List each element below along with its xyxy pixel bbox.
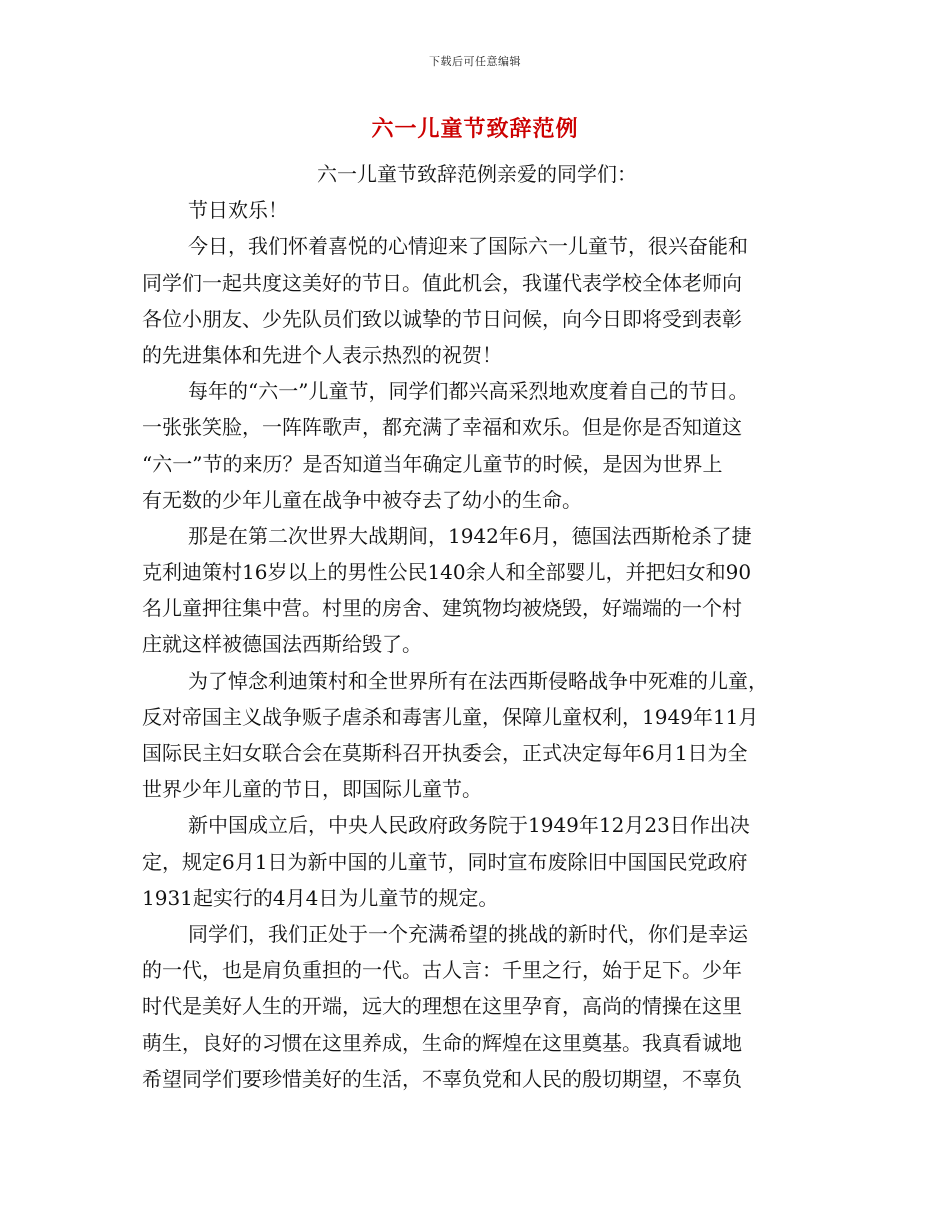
- paragraph-line: 那是在第二次世界大战期间，1942年6月，德国法西斯枪杀了捷: [188, 523, 752, 548]
- paragraph-line: 同学们一起共度这美好的节日。值此机会，我谨代表学校全体老师向: [142, 270, 742, 295]
- paragraph-line: 定，规定6月1日为新中国的儿童节，同时宣布废除旧中国国民党政府: [142, 849, 748, 874]
- paragraph-line: 各位小朋友、少先队员们致以诚挚的节日问候，向今日即将受到表彰: [142, 306, 742, 331]
- paragraph-line: 世界少年儿童的节日，即国际儿童节。: [142, 777, 482, 802]
- paragraph-line: “六一”节的来历？是否知道当年确定儿童节的时候，是因为世界上: [142, 451, 723, 476]
- paragraph-line: 每年的“六一”儿童节，同学们都兴高采烈地欢度着自己的节日。: [188, 379, 749, 404]
- page-header-note: 下载后可任意编辑: [429, 55, 521, 68]
- document-title: 六一儿童节致辞范例: [371, 116, 579, 142]
- paragraph-line: 克利迪策村16岁以上的男性公民140余人和全部婴儿，并把妇女和90: [142, 560, 752, 585]
- paragraph-line: 1931起实行的4月4日为儿童节的规定。: [142, 885, 499, 910]
- paragraph-line: 时代是美好人生的开端，远大的理想在这里孕育，高尚的情操在这里: [142, 994, 742, 1019]
- paragraph-line: 一张张笑脸，一阵阵歌声，都充满了幸福和欢乐。但是你是否知道这: [142, 415, 742, 440]
- paragraph-line: 庄就这样被德国法西斯给毁了。: [142, 632, 422, 657]
- paragraph-line: 同学们，我们正处于一个充满希望的挑战的新时代，你们是幸运: [188, 921, 748, 946]
- paragraph-line: 萌生，良好的习惯在这里养成，生命的辉煌在这里奠基。我真看诚地: [142, 1030, 742, 1055]
- subtitle-line: 六一儿童节致辞范例亲爱的同学们：: [317, 162, 637, 186]
- paragraph-line: 希望同学们要珍惜美好的生活，不辜负党和人民的殷切期望，不辜负: [142, 1066, 742, 1091]
- paragraph-line: 为了悼念利迪策村和全世界所有在法西斯侵略战争中死难的儿童，: [188, 668, 768, 693]
- paragraph-line: 名儿童押往集中营。村里的房舍、建筑物均被烧毁，好端端的一个村: [142, 596, 742, 621]
- paragraph-line: 今日，我们怀着喜悦的心情迎来了国际六一儿童节，很兴奋能和: [188, 234, 748, 259]
- greeting-line: 节日欢乐！: [188, 198, 288, 223]
- document-body: [142, 156, 812, 1097]
- paragraph-line: 新中国成立后，中央人民政府政务院于1949年12月23日作出决: [188, 813, 750, 838]
- paragraph-line: 国际民主妇女联合会在莫斯科召开执委会，正式决定每年6月1日为全: [142, 741, 748, 765]
- paragraph-line: 的一代，也是肩负重担的一代。古人言：千里之行，始于足下。少年: [142, 958, 742, 983]
- paragraph-line: 有无数的少年儿童在战争中被夺去了幼小的生命。: [142, 487, 582, 512]
- paragraph-line: 反对帝国主义战争贩子虐杀和毒害儿童，保障儿童权利，1949年11月: [142, 704, 759, 729]
- paragraph-line: 的先进集体和先进个人表示热烈的祝贺！: [142, 342, 502, 367]
